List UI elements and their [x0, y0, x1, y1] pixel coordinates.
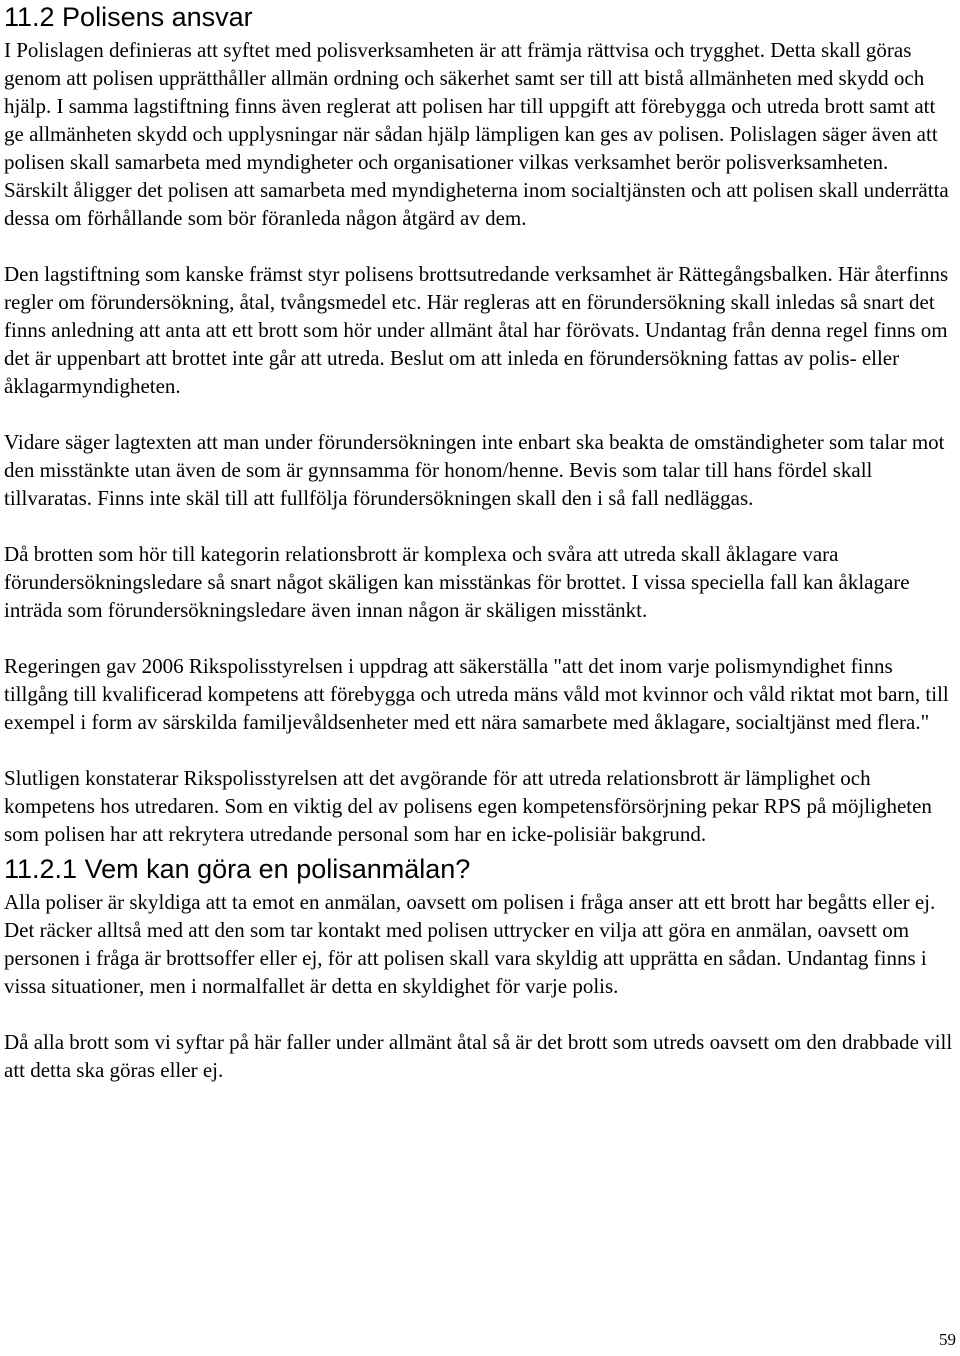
subsection-heading: 11.2.1 Vem kan göra en polisanmälan? — [4, 854, 471, 884]
paragraph-rikspolisstyrelsen: Slutligen konstaterar Rikspolisstyrelsen att det avgörande för att utreda relationsbrott är lämplighet och kompetens hos utredaren. Som en viktig del av polisens egen kompetensförsörjning pekar RPS på möjligheten som polisen har att rekrytera utredande personal som har en icke-polisiär bakgrund. — [4, 766, 932, 846]
document-page — [4, 0, 954, 1112]
section-heading: 11.2 Polisens ansvar — [4, 2, 253, 32]
paragraph-forundersokning: Vidare säger lagtexten att man under förundersökningen inte enbart ska beakta de omständigheter som talar mot den misstänkte utan även de som är gynnsamma för honom/henne. Bevis som talar till hans fördel skall tillvaratas. Finns inte skäl till att fullfölja förundersökningen skall den i så fall nedläggas. — [4, 430, 945, 510]
paragraph-relationsbrott: Då brotten som hör till kategorin relationsbrott är komplexa och svåra att utreda skall åklagare vara förundersökningsledare så snart något skäligen kan misstänkas för brottet. I vissa speciella fall kan åklagare inträda som förundersökningsledare även innan någon är skäligen misstänkt. — [4, 542, 910, 622]
paragraph-allmant-atal: Då alla brott som vi syftar på här faller under allmänt åtal så är det brott som utreds oavsett om den drabbade vill att detta ska göras eller ej. — [4, 1030, 953, 1082]
page-number: 59 — [939, 1330, 956, 1349]
paragraph-anmalan: Alla poliser är skyldiga att ta emot en anmälan, oavsett om polisen i fråga anser att ett brott har begåtts eller ej. Det räcker alltså med att den som tar kontakt med polisen uttrycker en vilja att göra en anmälan, oavsett om personen i fråga är brottsoffer eller ej, för att polisen skall vara skyldig att upprätta en sådan. Undantag finns i vissa situationer, men i normalfallet är detta en skyldighet för varje polis. — [4, 890, 936, 998]
paragraph-regeringen: Regeringen gav 2006 Rikspolisstyrelsen i uppdrag att säkerställa "att det inom varje polismyndighet finns tillgång till kvalificerad kompetens att förebygga och utreda mäns våld mot kvinnor och våld riktat mot barn, till exempel i form av särskilda familjevåldsenheter med ett nära samarbete med åklagare, socialtjänst med flera." — [4, 654, 949, 734]
paragraph-polislagen: I Polislagen definieras att syftet med polisverksamheten är att främja rättvisa och trygghet. Detta skall göras genom att polisen upprätthåller allmän ordning och säkerhet samt ser till att bistå allmänheten med skydd och hjälp. I samma lagstiftning finns även reglerat att polisen har till uppgift att förebygga och utreda brott samt att ge allmänheten skydd och upplysningar när sådan hjälp lämpligen kan ges av polisen. Polislagen säger även att polisen skall samarbeta med myndigheter och organisationer vilkas verksamhet berör polisverksamheten. Särskilt åligger det polisen att samarbeta med myndigheterna inom socialtjänsten och att polisen skall underrätta dessa om förhållande som bör föranleda någon åtgärd av dem. — [4, 38, 949, 230]
paragraph-rattegangsbalken: Den lagstiftning som kanske främst styr polisens brottsutredande verksamhet är Rättegångsbalken. Här återfinns regler om förundersökning, åtal, tvångsmedel etc. Här regleras att en förundersökning skall inledas så snart det finns anledning att anta att ett brott som hör under allmänt åtal har förövats. Undantag från denna regel finns om det är uppenbart att brottet inte går att utreda. Beslut om att inleda en förundersökning fattas av polis- eller åklagarmyndigheten. — [4, 262, 949, 398]
